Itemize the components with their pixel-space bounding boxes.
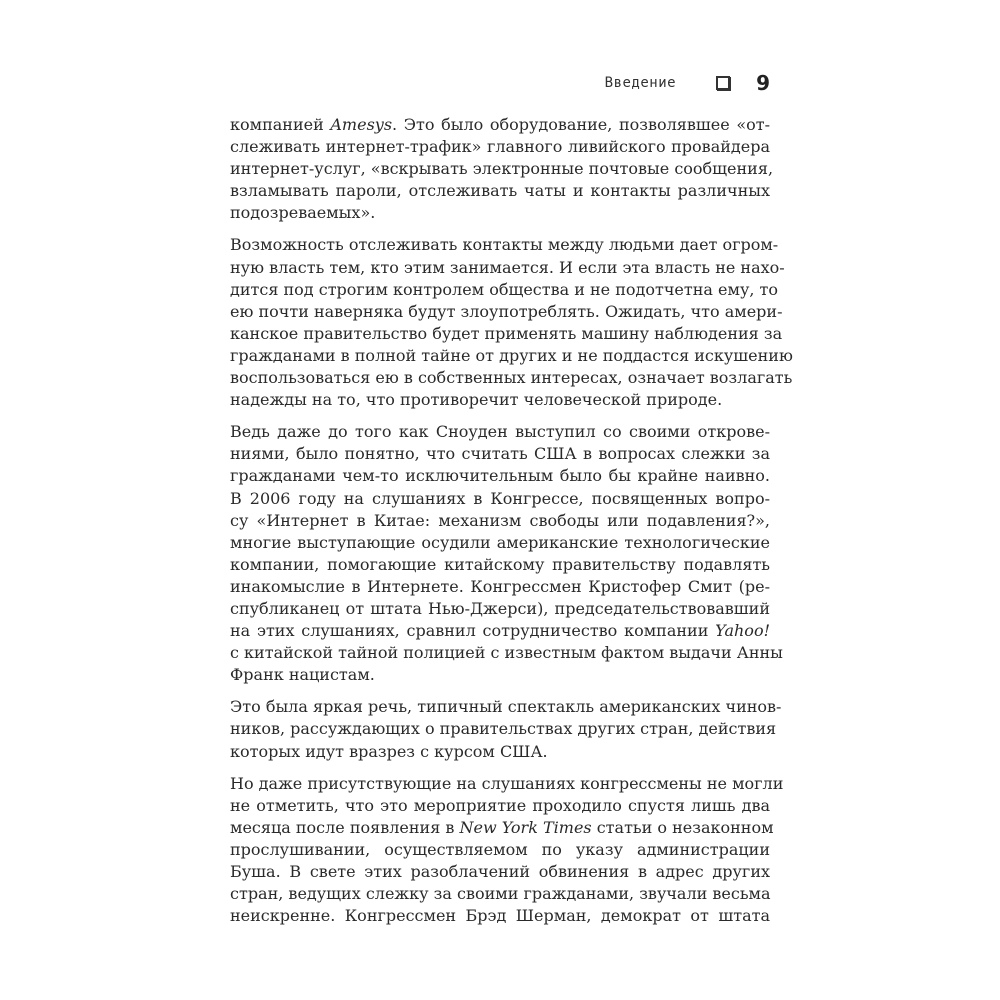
text-line (230, 488, 770, 510)
text-line (230, 180, 770, 202)
text-line (230, 696, 782, 718)
text-line (230, 795, 770, 817)
text-line (230, 883, 770, 905)
text-line (230, 664, 770, 686)
square-bullet-icon (716, 76, 730, 90)
text-segment: слеживать интернет-трафик» главного ливийского провайдера (230, 137, 770, 157)
text-line (230, 367, 793, 389)
italic-text: Amesys (330, 115, 393, 134)
paragraph (230, 114, 774, 224)
text-segment: Это была яркая речь, типичный спектакль американских чинов- (230, 697, 782, 717)
text-line (230, 905, 770, 927)
section-title: Введение (604, 75, 677, 91)
text-segment: компанией (230, 115, 331, 134)
text-segment: Франк нацистам. (230, 665, 375, 685)
text-segment: ниями, было понятно, что считать США в вопросах слежки за (230, 444, 770, 464)
text-line (230, 257, 785, 279)
text-segment: взламывать пароли, отслеживать чаты и контакты различных (230, 181, 770, 201)
text-segment: многие выступающие осудили американские технологические (230, 532, 770, 552)
text-segment: стран, ведущих слежку за своими гражданами, звучали весьма (230, 884, 771, 904)
text-line (230, 620, 770, 642)
text-line (230, 301, 783, 323)
text-segment: спубликанец от штата Нью-Джерси), председательствовавший (230, 598, 770, 618)
text-segment: гражданами чем-то исключительным было бы крайне наивно. (230, 466, 770, 486)
text-line (230, 421, 770, 443)
text-line (230, 465, 770, 487)
text-segment: интернет-услуг, «вскрывать электронные почтовые сообщения, (230, 159, 774, 179)
text-segment: которых идут вразрез с курсом США. (230, 741, 548, 761)
text-line (230, 389, 770, 411)
italic-text: New York Times (459, 817, 592, 837)
text-segment: воспользоваться ею в собственных интересах, означает возлагать (230, 368, 793, 388)
text-segment: инакомыслие в Интернете. Конгрессмен Кристофер Смит (ре- (230, 576, 770, 596)
text-line (230, 202, 770, 224)
text-line (230, 443, 770, 465)
text-line (230, 773, 784, 795)
text-segment: . Это было оборудование, позволявшее «от- (392, 115, 771, 134)
paragraph (230, 234, 793, 411)
paragraph (230, 696, 782, 762)
text-segment: на этих слушаниях, сравнил сотрудничество компании (230, 621, 716, 641)
text-line (230, 817, 774, 839)
text-line (230, 158, 774, 180)
text-segment: Ведь даже до того как Сноуден выступил со своими открове- (230, 422, 770, 442)
text-line (230, 718, 777, 740)
text-segment: компании, помогающие китайскому правительству подавлять (230, 554, 770, 574)
text-segment: Но даже присутствующие на слушаниях конгрессмены не могли (230, 773, 784, 793)
running-header (560, 70, 770, 96)
text-segment: канское правительство будет применять машину наблюдения за (230, 323, 783, 343)
text-segment: прослушивании, осуществляемом по указу администрации (230, 839, 770, 859)
text-line (230, 323, 783, 345)
text-line (230, 510, 770, 532)
text-line (230, 532, 770, 554)
italic-text: Yahoo! (715, 621, 770, 641)
text-line (230, 554, 770, 576)
text-line (230, 279, 779, 301)
text-line (230, 741, 770, 763)
page-body (230, 114, 793, 937)
text-line (230, 642, 783, 664)
text-segment: неискренне. Конгрессмен Брэд Шерман, демократ от штата (230, 906, 770, 926)
text-line (230, 345, 793, 367)
text-segment: надежды на то, что противоречит человеческой природе. (230, 390, 723, 410)
text-segment: подозреваемых». (230, 203, 376, 223)
text-segment: гражданами в полной тайне от других и не поддастся искушению (230, 345, 793, 365)
text-segment: с китайской тайной полицией с известным фактом выдачи Анны (230, 643, 783, 663)
paragraph (230, 421, 783, 686)
text-segment: ную власть тем, кто этим занимается. И если эта власть не нахо- (230, 257, 785, 277)
text-segment: Буша. В свете этих разоблачений обвинения в адрес других (230, 862, 770, 881)
text-line (230, 576, 770, 598)
paragraph (230, 773, 784, 928)
page-number: 9 (756, 71, 770, 95)
text-segment: ею почти наверняка будут злоупотреблять. Ожидать, что амери- (230, 301, 783, 321)
text-segment: месяца после появления в (230, 817, 460, 837)
text-segment: статьи о незаконном (591, 817, 774, 837)
text-line (230, 136, 770, 158)
text-line (230, 861, 770, 883)
text-line (230, 598, 770, 620)
text-line (230, 234, 779, 256)
text-segment: Возможность отслеживать контакты между людьми дает огром- (230, 235, 779, 255)
text-segment: су «Интернет в Китае: механизм свободы или подавления?», (230, 510, 770, 530)
text-segment: дится под строгим контролем общества и не подотчетна ему, то (230, 279, 779, 299)
text-line (230, 114, 770, 136)
text-line (230, 839, 770, 861)
text-segment: В 2006 году на слушаниях в Конгрессе, посвященных вопро- (230, 488, 770, 508)
text-segment: не отметить, что это мероприятие проходило спустя лишь два (230, 795, 770, 815)
text-segment: ников, рассуждающих о правительствах других стран, действия (230, 719, 777, 739)
